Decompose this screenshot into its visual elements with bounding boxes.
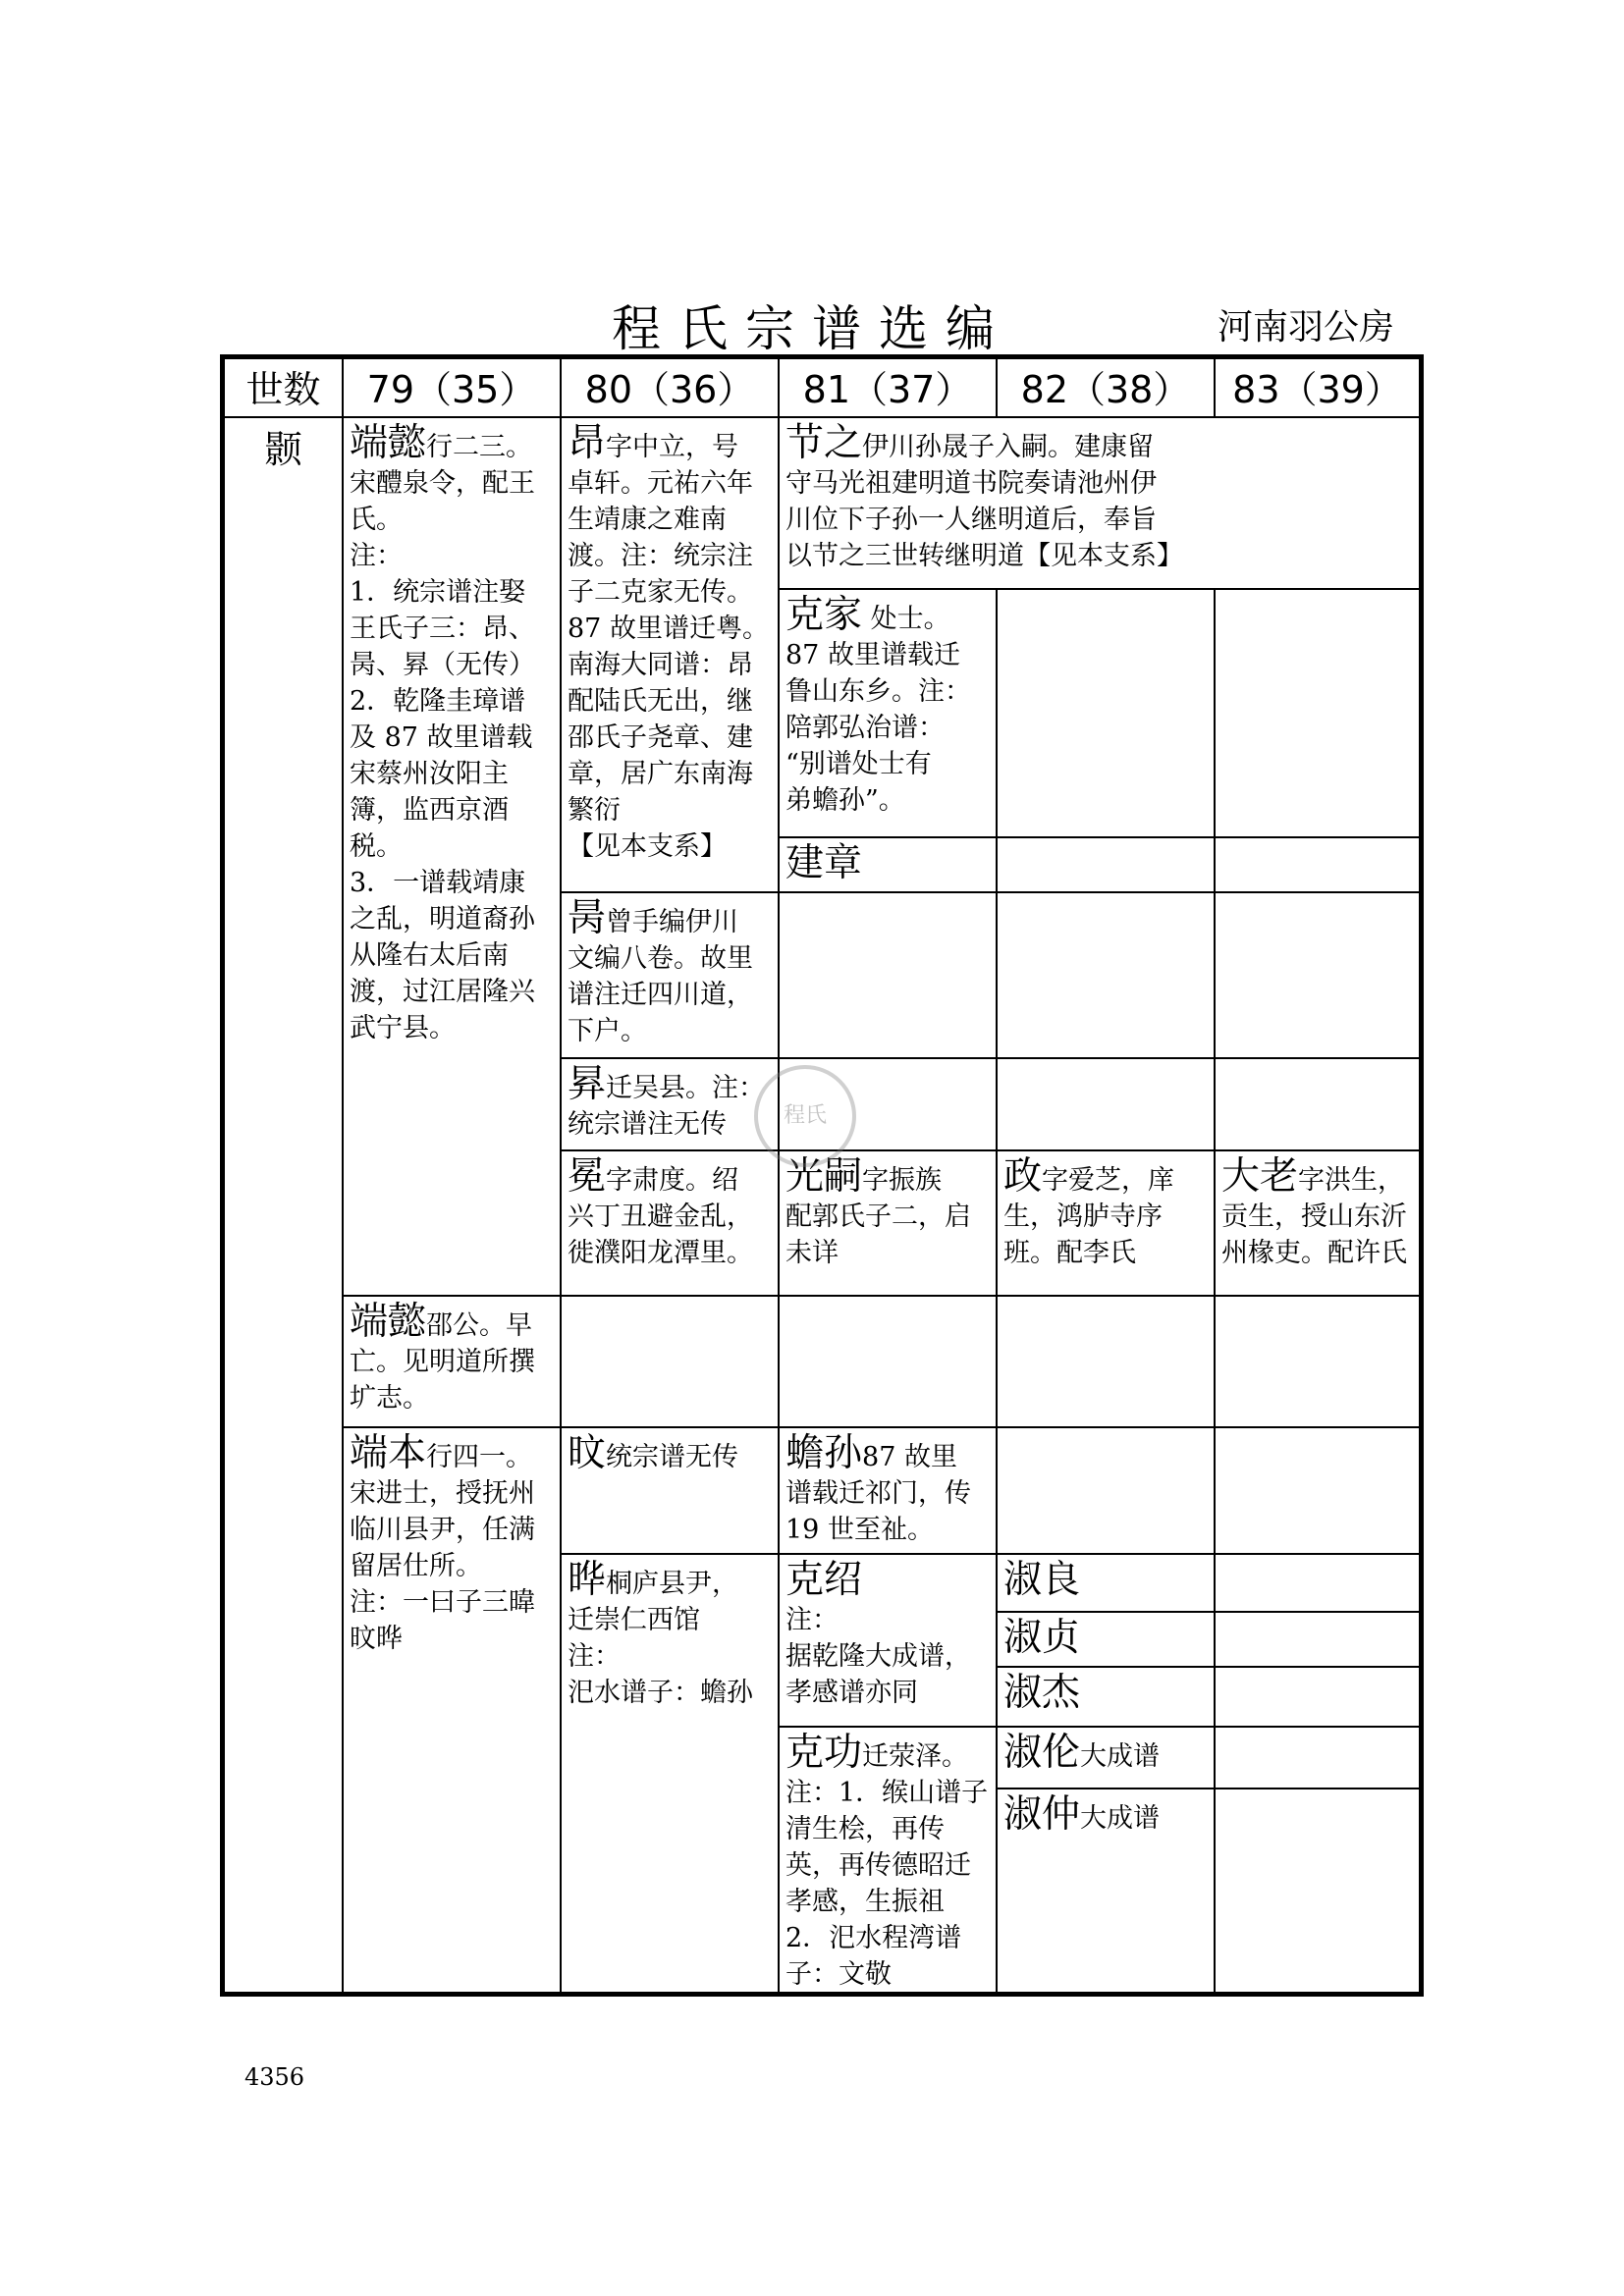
header-generation: 世数	[245, 368, 321, 411]
entry-name: 淑良	[1003, 1558, 1081, 1602]
entry-mian: 冕字肃度。绍 兴丁丑避金乱， 徙濮阳龙潭里。	[568, 1154, 753, 1268]
entry-name: 克绍	[785, 1558, 863, 1602]
entry-ye: 晔桐庐县尹， 迁崇仁西馆 注： 汜水谱子：蟾孙	[568, 1558, 753, 1708]
entry-ang: 昂字中立，号 卓轩。元祐六年 生靖康之难南 渡。注：统宗注 子二克家无传。 87 故里谱迁粤。 南海大同谱：昂 配陆氏无出，继 邵氏子尧章、建 章，居广东南海 繁衍 【见本支系】	[568, 421, 769, 862]
entry-name: 晔	[568, 1558, 607, 1602]
entry-name: 端懿	[350, 1300, 427, 1344]
entry-bian: 昪迁吴县。注： 统宗谱注无传	[568, 1062, 766, 1140]
entry-name: 端懿	[350, 421, 427, 465]
entry-name: 大老	[1221, 1154, 1299, 1199]
entry-jiezhi: 节之伊川孙晟子入嗣。建康留 守马光祖建明道书院奏请池州伊 川位下子孙一人继明道后，奉旨 以节之三世转继明道【见本支系】	[785, 421, 1183, 571]
entry-name: 克家	[785, 593, 863, 637]
entry-name: 蟾孙	[785, 1431, 863, 1475]
entry-shulun: 淑伦大成谱	[1003, 1731, 1161, 1775]
page-title: 程氏宗谱选编	[612, 300, 1012, 357]
entry-duanyi: 端懿行二三。 宋醴泉令，配王 氏。 注： 1．统宗谱注娶 王氏子三：昂、 昺、昪（无传） 2．乾隆圭璋谱 及 87 故里谱载 宋蔡州汝阳主 簿，监西京酒 税。 3．一谱载靖康 之乱，明道裔孙 从隆右太后南 渡，过江居隆兴 武宁县。	[350, 421, 535, 1043]
entry-name: 淑伦	[1003, 1731, 1081, 1775]
entry-name: 建章	[785, 841, 863, 885]
entry-jianzhang	[780, 840, 996, 891]
entry-name: 昺	[568, 896, 607, 940]
header-gen-82: 82（38）	[1020, 368, 1191, 411]
branch-label: 河南羽公房	[1217, 307, 1394, 347]
entry-zheng: 政字爱芝，庠 生，鸿胪寺序 班。配李氏	[1003, 1154, 1175, 1268]
entry-kejia: 克家 处士。 87 故里谱载迁 鲁山东乡。注： 陪郭弘治谱： “别谱处士有 弟蟾孙”。	[785, 593, 971, 816]
entry-name: 节之	[785, 421, 863, 465]
entry-duanyi-second: 端懿邵公。早 亡。见明道所撰 圹志。	[350, 1300, 535, 1414]
entry-name: 旼	[568, 1431, 607, 1475]
entry-guangsi: 光嗣字振族 配郭氏子二，启 未详	[785, 1154, 971, 1268]
ancestor-label: 颢	[264, 428, 302, 471]
entry-bing: 昺曾手编伊川 文编八卷。故里 谱注迁四川道， 下户。	[568, 896, 753, 1046]
genealogy-table	[220, 354, 1424, 1997]
header-gen-81: 81（37）	[802, 368, 973, 411]
header-gen-79: 79（35）	[366, 368, 537, 411]
entry-keshao: 克绍 注： 据乾隆大成谱， 孝感谱亦同	[780, 1557, 996, 1726]
page-number: 4356	[244, 2063, 305, 2091]
entry-min: 旼统宗谱无传	[568, 1431, 739, 1475]
entry-shujie	[998, 1670, 1214, 1726]
entry-shuliang	[998, 1557, 1214, 1611]
entry-name: 克功	[785, 1731, 863, 1775]
entry-name: 昂	[568, 421, 607, 465]
entry-duanben: 端本行四一。 宋进士，授抚州 临川县尹，任满 留居仕所。 注：一曰子三暐 旼晔	[350, 1431, 535, 1654]
entry-shuzhen	[998, 1615, 1214, 1666]
entry-name: 淑杰	[1003, 1671, 1081, 1715]
entry-name: 政	[1003, 1154, 1043, 1199]
entry-name: 冕	[568, 1154, 607, 1199]
entry-name: 淑贞	[1003, 1616, 1081, 1660]
table-grid	[225, 359, 1419, 1992]
entry-kegong: 克功迁荥泽。 注：1．缑山谱子 清生桧，再传 英，再传德昭迁 孝感，生振祖 2．汜水程湾谱 子：文敬	[785, 1731, 989, 1990]
watermark-seal: 程氏	[754, 1065, 856, 1167]
entry-shuzhong: 淑仲大成谱	[1003, 1792, 1161, 1837]
header-gen-80: 80（36）	[584, 368, 755, 411]
entry-dalao: 大老字洪生， 贡生，授山东沂 州椽吏。配许氏	[1221, 1154, 1407, 1268]
entry-name: 端本	[350, 1431, 427, 1475]
entry-name: 淑仲	[1003, 1792, 1081, 1837]
entry-name: 昪	[568, 1062, 607, 1106]
entry-name: 光嗣	[785, 1154, 863, 1199]
header-gen-83: 83（39）	[1232, 368, 1402, 411]
entry-chansun: 蟾孙87 故里 谱载迁祁门，传 19 世至祉。	[785, 1431, 971, 1545]
